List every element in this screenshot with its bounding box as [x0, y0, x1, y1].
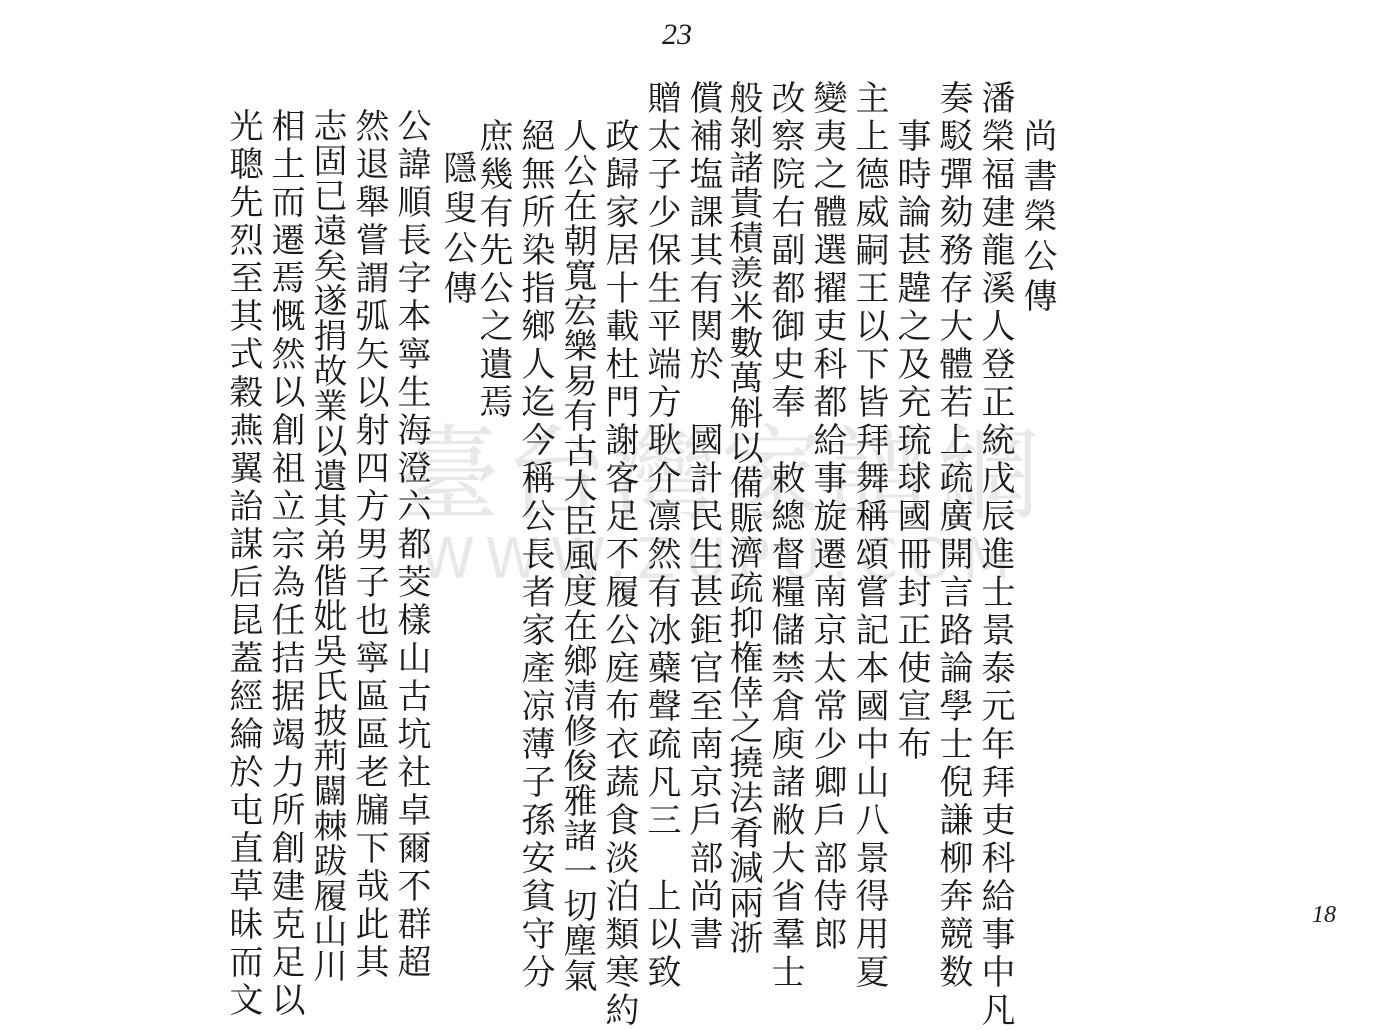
text-column: 潘榮福建龍溪人登正統戊辰進士景泰元年拜吏科給事中凡 [975, 80, 1015, 1030]
text-column: 然退舉嘗謂弧矢以射四方男子也寧區區老牖下哉此其 [349, 108, 389, 982]
text-column: 公諱順長字本寧生海澄六都茭樣山古坑社卓爾不群超 [391, 108, 431, 982]
watermark-chinese: 臺台灣家譜網 [395, 414, 1044, 536]
text-column: 主上德威嗣王以下皆拜舞稱頌嘗記本國中山八景得用夏 [849, 80, 889, 992]
text-column: 政歸家居十載杜門謝客足不履公庭布衣蔬食淡泊類寒約 [599, 118, 639, 1030]
text-column: 光聰先烈至其式穀燕翼詒謀后昆蓋經綸於屯直草昧而文 [223, 108, 263, 1020]
text-column: 贈太子少保生平端方耿介凛然有冰蘗聲疏凡三 上以致 [641, 80, 681, 992]
text-column: 改察院右副都御史奉 敕總督糧儲禁倉庾諸敝大省羣士 [765, 80, 805, 992]
folio-number: 18 [1312, 902, 1336, 928]
text-column: 事時論甚韙之及充琉球國冊封正使宣布 [891, 118, 931, 764]
text-column: 般剝諸貴積羨米數萬斛以備賑濟疏抑権倖之撓法肴減兩浙 [723, 80, 763, 955]
text-column: 償補塩課其有関於 國計民生甚鉅官至南京戶部尚書 [683, 80, 723, 954]
text-column: 志固已遠矣遂捐故業以遺其弟偕妣吳氏披荊闢棘跋履山川 [307, 108, 347, 983]
text-column: 庶幾有先公之遺焉 [473, 118, 513, 422]
text-column: 人公在朝寬宏樂易有古大臣風度在鄉清修俊雅諸一切塵氣 [557, 118, 597, 993]
section-title-yinsou: 隱叟公傳 [437, 150, 477, 310]
watermark-latin: WWW.ZUPU.COM [419, 527, 1021, 592]
text-column: 奏駁彈劾務存大體若上疏廣開言路論學士倪謙柳奔競数 [933, 80, 973, 992]
text-column: 絕無所染指鄉人迄今稱公長者家產凉薄子孫安貧守分 [515, 118, 555, 992]
text-column: 變夷之體選擢吏科都給事旋遷南京太常少卿戶部侍郎 [807, 80, 847, 954]
section-title-shangshu: 尚書榮公傳 [1017, 118, 1057, 318]
page-number-top: 23 [662, 18, 692, 51]
text-column: 相土而遷焉慨然以創祖立宗為任拮据竭力所創建克足以 [265, 108, 305, 1020]
